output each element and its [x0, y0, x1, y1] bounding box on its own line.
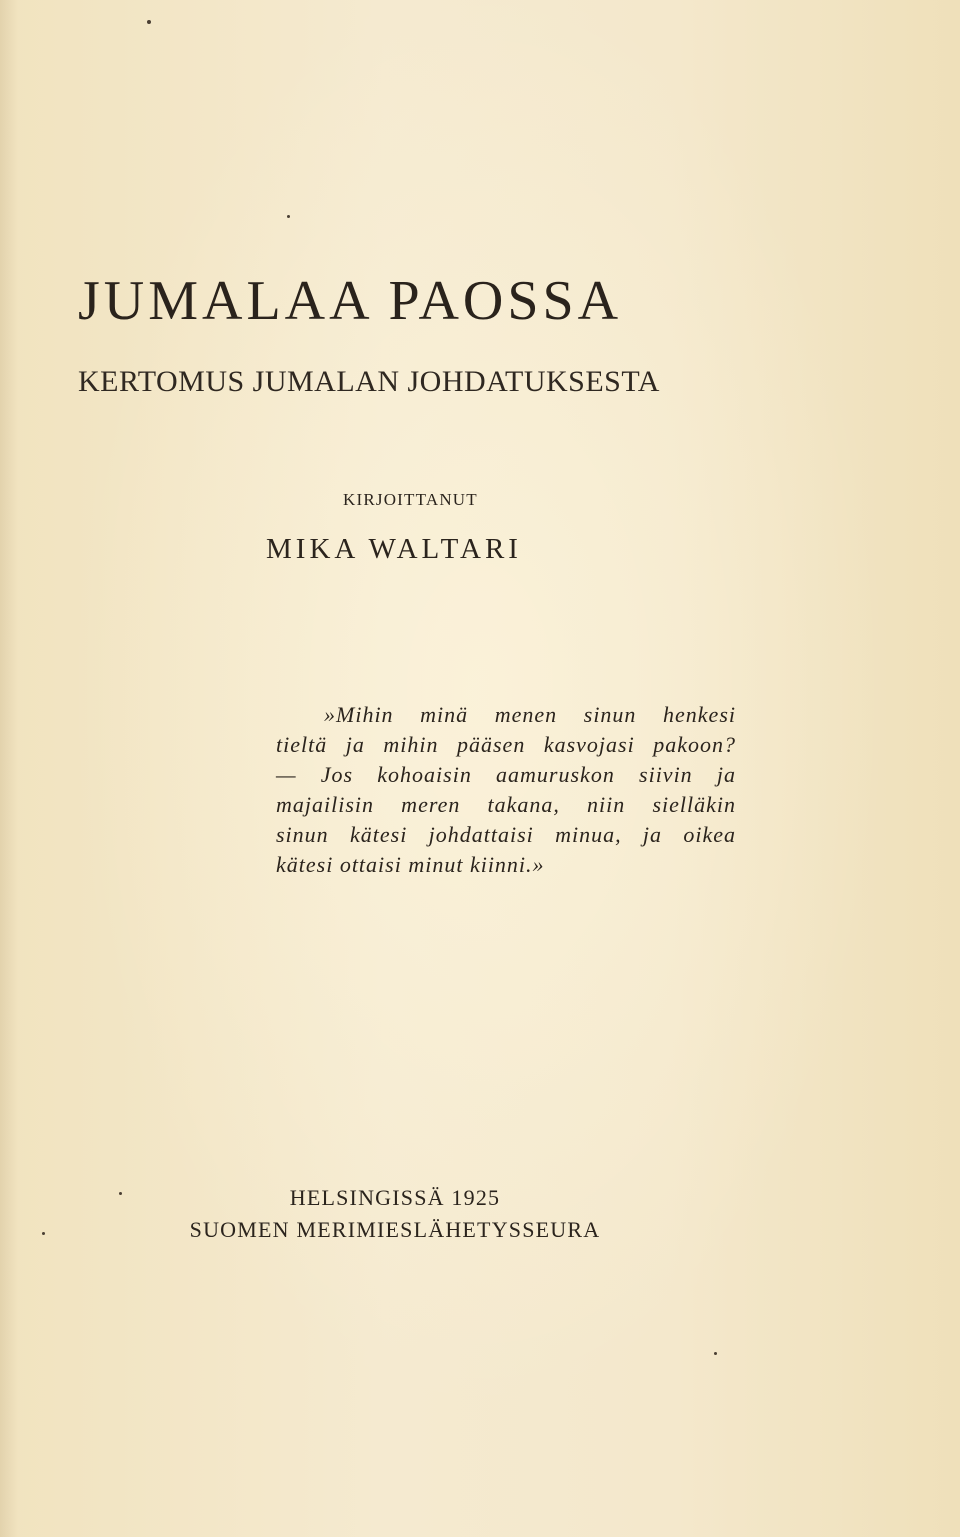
- book-title: JUMALAA PAOSSA: [78, 270, 623, 332]
- epigraph-line: kätesi ottaisi minut kiinni.»: [276, 852, 545, 877]
- epigraph-line: »Mihin minä menen sinun henkesi: [324, 702, 736, 727]
- ink-speck: [287, 215, 290, 218]
- epigraph-line: tieltä ja mihin pääsen kasvojasi pakoon?: [276, 732, 736, 757]
- ink-speck: [119, 1192, 122, 1195]
- imprint-place-year: HELSINGISSÄ 1925: [289, 1185, 501, 1210]
- epigraph-line: — Jos kohoaisin aamuruskon siivin ja: [276, 762, 736, 787]
- imprint-publisher: SUOMEN MERIMIESLÄHETYSSEURA: [189, 1217, 601, 1242]
- ink-speck: [714, 1352, 717, 1355]
- book-subtitle: KERTOMUS JUMALAN JOHDATUKSESTA: [78, 365, 660, 398]
- page-fold-shadow: [0, 0, 18, 1537]
- ink-speck: [147, 20, 151, 24]
- author-name: MIKA WALTARI: [266, 533, 522, 565]
- author-label: KIRJOITTANUT: [343, 490, 478, 509]
- epigraph-line: sinun kätesi johdattaisi minua, ja oikea: [276, 822, 736, 847]
- epigraph-line: majailisin meren takana, niin sielläkin: [276, 792, 736, 817]
- imprint: [150, 1182, 640, 1246]
- ink-speck: [42, 1232, 45, 1235]
- epigraph: [276, 700, 736, 880]
